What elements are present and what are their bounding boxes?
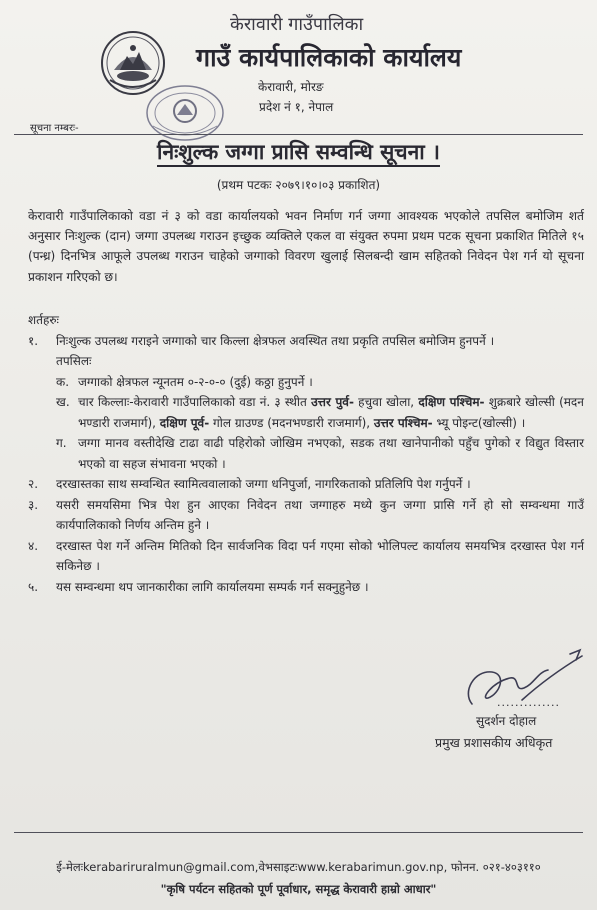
footer-contact: ई-मेलःkerabariruralmun@gmail.com,वेभसाइटःwww.kerabarimun.gov.np, फोनन. ०२१-४०३११० bbox=[56, 860, 541, 874]
condition-1-kha bbox=[28, 392, 584, 433]
condition-text: यस सम्वन्धमा थप जानकारीका लागि कार्यालयमा सम्पर्क गर्न सक्नुहुनेछ । bbox=[56, 579, 369, 594]
office-name: गाउँ कार्यपालिकाको कार्यालय bbox=[196, 43, 462, 72]
header-divider bbox=[14, 134, 583, 135]
notice-title bbox=[0, 138, 597, 166]
signatory-title: प्रमुख प्रशासकीय अधिकृत bbox=[435, 735, 553, 750]
boundary-southeast-label: दक्षिण पूर्व- bbox=[159, 415, 210, 430]
condition-number: २. bbox=[28, 477, 39, 491]
boundary-northeast-value: हचुवा खोला, bbox=[358, 395, 415, 409]
subcondition-number: क. bbox=[56, 374, 70, 389]
boundary-northwest-label: उत्तर पश्चिम- bbox=[373, 415, 433, 430]
condition-text: यसरी समयसिमा भित्र पेश हुन आएका निवेदन तथा जग्गाहरु मध्ये कुन जग्गा प्रासि गर्ने हो सो सम्वन्धमा गाउँ कार्यपालिकाको निर्णय अन्तिम हुने । bbox=[56, 497, 584, 532]
condition-1-ka bbox=[28, 372, 584, 393]
condition-number: ३. bbox=[28, 497, 39, 512]
subcondition-number: ख. bbox=[56, 395, 70, 409]
condition-1 bbox=[28, 331, 584, 352]
subcondition-number: ग. bbox=[56, 436, 67, 450]
condition-text: दरखास्त पेश गर्ने अन्तिम मितिको दिन सार्वजनिक विदा पर्न गएमा सोको भोलिपल्ट कार्यालय समयभित्र दरखास्त पेश गर्न सकिनेछ । bbox=[56, 538, 584, 573]
condition-number: १. bbox=[28, 333, 39, 348]
condition-3 bbox=[28, 495, 584, 536]
boundary-northeast-label: उत्तर पुर्व- bbox=[311, 395, 354, 409]
office-address: केरावारी, मोरङ bbox=[258, 80, 324, 94]
condition-number: ४. bbox=[28, 538, 39, 553]
boundary-text bbox=[78, 392, 584, 433]
publication-date: (प्रथम पटकः २०७९।१०।०३ प्रकाशित) bbox=[216, 178, 381, 192]
boundary-intro: चार किल्लाः-केरावारी गाउँपालिकाको वडा नं. ३ स्थीत bbox=[78, 395, 307, 409]
signatory-name: सुदर्शन दोहाल bbox=[476, 714, 537, 728]
notice-title-text: निःशुल्क जग्गा प्रासि सम्वन्धि सूचना । bbox=[157, 140, 440, 167]
tapasil-label: तपसिलः bbox=[56, 354, 92, 368]
condition-2 bbox=[28, 474, 584, 495]
condition-1-ga bbox=[28, 433, 584, 474]
boundary-northwest-value: भ्यू पोइन्ट(खोल्सी) । bbox=[436, 415, 526, 430]
condition-number: ५. bbox=[28, 579, 39, 594]
condition-4 bbox=[28, 536, 584, 577]
condition-text: निःशुल्क उपलब्ध गराइने जग्गाको चार किल्ला क्षेत्रफल अवस्थित तथा प्रकृति तपसिल बमोजिम हुनपर्ने । bbox=[56, 333, 495, 348]
intro-paragraph: केरावारी गाउँपालिकाको वडा नं ३ को वडा कार्यालयको भवन निर्माण गर्न जग्गा आवश्यक भएकोले तपसिल बमोजिम शर्त अनुसार निःशुल्क (दान) जग्गा उपलब्ध गराउन इच्छुक व्यक्तिले एकल वा संयुक्त रुपमा प्रथम पटक सूचना प्रकाशित मितिले १५ (पन्ध्र) दिनभित्र आफूले उपलब्ध गराउन चाहेको जग्गाको विवरण खुलाई सिलबन्दी खाम सहितको निवेदन पेश गर्न यो सूचना प्रकाशन गरिएको छ। bbox=[28, 209, 584, 284]
conditions-list bbox=[28, 310, 584, 597]
conditions-label: शर्तहरुः bbox=[28, 313, 59, 327]
handwritten-signature bbox=[452, 642, 597, 722]
subcondition-text: जग्गाको क्षेत्रफल न्यूनतम ०-२-०-० (दुई) कठ्ठा हुनुपर्ने । bbox=[78, 374, 313, 389]
boundary-southwest-label: दक्षिण पश्चिम- bbox=[418, 395, 485, 409]
footer-motto: "कृषि पर्यटन सहितको पूर्ण पूर्वाधार, समृद्ध केरावारी हाम्रो आधार" bbox=[160, 882, 437, 896]
office-province: प्रदेश नं १, नेपाल bbox=[259, 100, 334, 114]
signature-line: .............. bbox=[497, 696, 560, 709]
municipality-name: केरावारी गाउँपालिका bbox=[230, 14, 364, 35]
condition-text: दरखास्तका साथ सम्वन्धित स्वामित्ववालाको जग्गा धनिपुर्जा, नागरिकताको प्रतिलिपि पेश गर्नुपर्ने । bbox=[56, 477, 471, 491]
notice-number-label: सूचना नम्बरः- bbox=[30, 123, 79, 134]
boundary-southeast-value: गोल ग्राउण्ड (मदनभण्डारी राजमार्ग), bbox=[213, 415, 371, 430]
condition-5 bbox=[28, 577, 584, 598]
footer-divider bbox=[14, 832, 583, 833]
boundary-southwest-value: शुक्रबारे खोल्सी (मदन भण्डारी राजमार्ग), bbox=[78, 395, 584, 430]
subcondition-text: जग्गा मानव वस्तीदेखि टाढा वाढी पहिरोको जोखिम नभएको, सडक तथा खानेपानीको पहुँच पुगेको र विद्युत विस्तार भएको वा सहज संभावना भएको । bbox=[78, 436, 584, 471]
